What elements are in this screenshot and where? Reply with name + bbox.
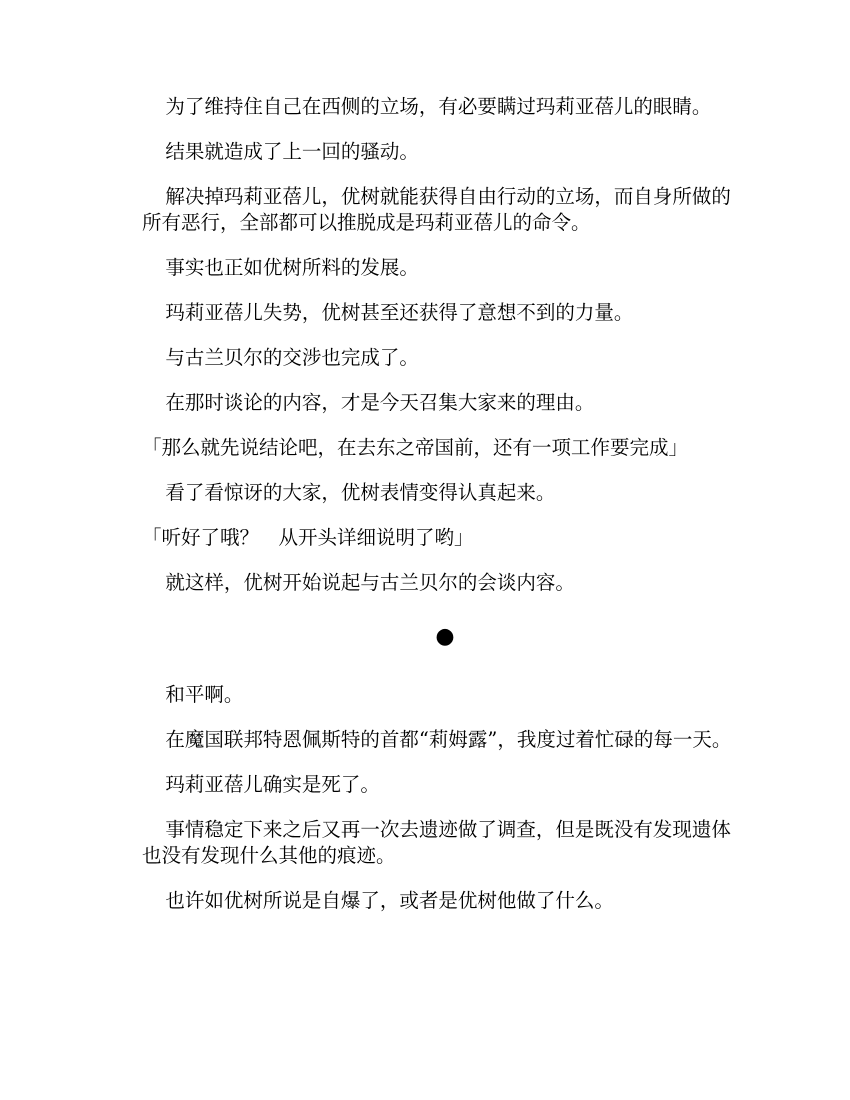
paragraph: 就这样，优树开始说起与古兰贝尔的会谈内容。 — [165, 571, 575, 594]
paragraph: 为了维持住自己在西侧的立场，有必要瞒过玛莉亚蓓儿的眼睛。 — [165, 95, 712, 118]
paragraph: 也许如优树所说是自爆了，或者是优树他做了什么。 — [165, 889, 614, 912]
paragraph: 玛莉亚蓓儿失势，优树甚至还获得了意想不到的力量。 — [165, 301, 634, 324]
section-divider: ● — [435, 624, 455, 649]
paragraph: 结果就造成了上一回的骚动。 — [165, 140, 419, 163]
paragraph: 玛莉亚蓓儿确实是死了。 — [165, 773, 380, 796]
paragraph: 与古兰贝尔的交涉也完成了。 — [165, 346, 419, 369]
dialogue-line: 「听好了哦？ 从开头详细说明了哟」 — [142, 526, 474, 549]
document-body — [142, 94, 748, 933]
paragraph: 解决掉玛莉亚蓓儿，优树就能获得自由行动的立场，而自身所做的所有恶行，全部都可以推脱成是玛莉亚蓓儿的命令。 — [142, 185, 731, 234]
paragraph: 在那时谈论的内容，才是今天召集大家来的理由。 — [165, 391, 595, 414]
paragraph: 事情稳定下来之后又再一次去遗迹做了调查，但是既没有发现遗体也没有发现什么其他的痕迹。 — [142, 818, 731, 867]
paragraph: 事实也正如优树所料的发展。 — [165, 256, 419, 279]
paragraph: 在魔国联邦特恩佩斯特的首都“莉姆露”，我度过着忙碌的每一天。 — [165, 728, 732, 751]
dialogue-line: 「那么就先说结论吧，在去东之帝国前，还有一项工作要完成」 — [142, 436, 689, 459]
paragraph: 看了看惊讶的大家，优树表情变得认真起来。 — [165, 481, 556, 504]
paragraph: 和平啊。 — [165, 683, 244, 706]
